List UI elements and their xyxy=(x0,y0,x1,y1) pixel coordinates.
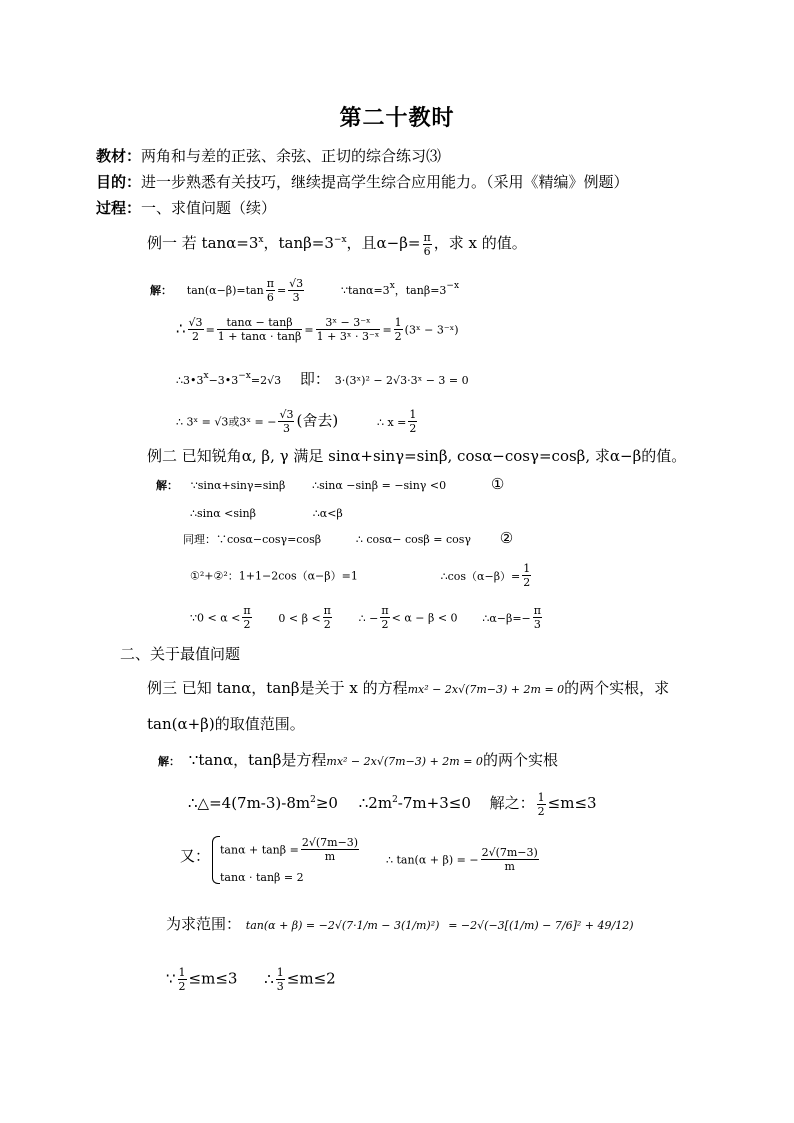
ex2-line2 xyxy=(190,502,343,524)
discriminant-line xyxy=(188,790,597,818)
sys2: tanα · tanβ = 2 xyxy=(220,871,304,884)
ex1-sup-d: −x xyxy=(333,235,347,245)
s3-e: 3·(3ˣ)² − 2√3·3ˣ − 3 = 0 xyxy=(334,374,469,387)
frac-num: 1 xyxy=(523,562,531,575)
frac-num: √3 xyxy=(188,316,203,329)
frac-den: 2 xyxy=(394,330,402,343)
ex1-solution-line4 xyxy=(176,408,419,435)
ex3-a: 例三 已知 tanα，tanβ是关于 x 的方程 xyxy=(147,679,408,697)
fin-d: ≤m≤2 xyxy=(286,969,336,988)
ex1-sup-b: x xyxy=(258,235,264,245)
material-label: 教材： xyxy=(96,147,142,165)
range-line xyxy=(166,914,634,936)
s4-b: (舍去) xyxy=(296,411,339,430)
l5-frac1 xyxy=(242,604,251,631)
s3-b-sup: −x xyxy=(238,371,251,381)
d-frac xyxy=(537,791,546,818)
sol-a: ∵tanα，tanβ是方程 xyxy=(188,751,327,769)
l5-d: < α − β < 0 xyxy=(391,611,458,625)
frac-num: π xyxy=(266,276,274,290)
process-text: 一、求值问题（续） xyxy=(141,199,277,217)
s3-c: =2√3 xyxy=(250,374,282,387)
frac-num: √3 xyxy=(289,276,304,290)
frac-den: 2 xyxy=(523,576,531,589)
ex1-solution-line2 xyxy=(176,316,459,343)
l5-frac2 xyxy=(323,604,332,631)
goal-line xyxy=(96,172,629,192)
l5-a: ∵0 < α < xyxy=(190,611,241,625)
ex2-line4 xyxy=(190,562,533,589)
frac-den: 3 xyxy=(282,422,290,435)
system-brace xyxy=(212,836,220,884)
s2-frac1 xyxy=(188,316,204,343)
d-c-sup: 2 xyxy=(392,795,398,805)
system-line2 xyxy=(220,866,304,888)
s3-b: −3•3 xyxy=(208,374,239,387)
frac-num: tanα − tanβ xyxy=(217,316,303,330)
frac-num: π xyxy=(323,604,331,617)
d-b: ≥0 xyxy=(315,794,338,812)
s4-a: ∴ 3ˣ = √3或3ˣ = − xyxy=(176,415,277,429)
example1-problem xyxy=(147,230,527,258)
frac-num: 1 xyxy=(394,316,402,329)
fin-c: ∴ xyxy=(264,969,274,988)
l3-b: ∴ cosα− cosβ = cosγ xyxy=(355,533,471,546)
frac-num: 2√(7m−3) xyxy=(481,846,538,859)
frac-den: 3 xyxy=(533,618,541,631)
l4-frac xyxy=(522,562,531,589)
eq: = xyxy=(205,323,215,337)
s1-d: ，tanβ=3 xyxy=(394,284,447,297)
frac-num: π xyxy=(243,604,251,617)
frac-num: 1 xyxy=(276,966,284,979)
example3-problem xyxy=(147,678,669,700)
frac-num: 2√(7m−3) xyxy=(301,836,359,849)
l3-a: 同理：∵cosα−cosγ=cosβ xyxy=(183,533,322,546)
ex2-line1 xyxy=(156,474,504,496)
frac-den: m xyxy=(324,850,336,863)
l5-frac4 xyxy=(533,604,542,631)
l4-a: ①²+②²：1+1−2cos（α−β）=1 xyxy=(190,569,358,583)
l5-frac3 xyxy=(380,604,389,631)
system-line1 xyxy=(220,836,361,863)
s2-frac2 xyxy=(217,316,303,343)
s4-c: ∴ x = xyxy=(376,415,407,429)
d-d: -7m+3≤0 xyxy=(397,794,471,812)
frac-den: 2 xyxy=(323,618,331,631)
solution-label: 解： xyxy=(150,284,172,297)
ex2-line3 xyxy=(183,528,513,550)
frac-num: 3ˣ − 3⁻ˣ xyxy=(316,316,381,330)
fin-frac2 xyxy=(276,966,285,993)
s1-c-sup: x xyxy=(389,281,395,291)
process-line xyxy=(96,198,276,218)
s2-frac3 xyxy=(316,316,381,343)
s1-b: = xyxy=(276,284,287,297)
frac-num: 1 xyxy=(178,966,186,979)
sol-b: 的两个实根 xyxy=(482,751,558,769)
l5-b: 0 < β < xyxy=(278,611,321,625)
fin-frac xyxy=(178,966,187,993)
tan-frac xyxy=(481,846,539,873)
fin-a: ∵ xyxy=(166,969,176,988)
d-c: ∴2m xyxy=(358,794,393,812)
ex2-line5 xyxy=(190,604,544,631)
ex1-solution-line3 xyxy=(176,366,469,391)
frac-den: 3 xyxy=(276,980,284,993)
range-label: 为求范围： xyxy=(166,915,242,933)
d-sup: 2 xyxy=(310,795,316,805)
s1-c: ∵tanα=3 xyxy=(340,284,390,297)
s1-frac2 xyxy=(288,277,304,304)
fin-b: ≤m≤3 xyxy=(188,969,238,988)
frac-den: 2 xyxy=(192,330,200,343)
circled-one: ① xyxy=(490,475,505,493)
range-expr2: = −2√(−3[(1/m) − 7/6]² + 49/12) xyxy=(448,919,634,932)
d-f: ≤m≤3 xyxy=(547,794,597,812)
s2-frac4 xyxy=(394,316,403,343)
frac-den: m xyxy=(504,860,515,873)
frac-num: 1 xyxy=(537,790,545,804)
frac-den: 1 + tanα · tanβ xyxy=(217,330,302,343)
ex1-text-f: ，求 x 的值。 xyxy=(433,234,527,252)
material-line xyxy=(96,146,441,166)
s1-frac xyxy=(266,277,275,304)
ex1-solution-line1 xyxy=(150,276,459,304)
eq: = xyxy=(304,323,314,337)
circled-two: ② xyxy=(499,529,514,547)
d-a: ∴△=4(7m-3)-8m xyxy=(188,794,311,812)
tan-sum-line xyxy=(386,846,541,873)
frac-den: 6 xyxy=(423,244,431,258)
eq: = xyxy=(382,323,392,337)
frac-den: 2 xyxy=(537,804,545,818)
frac-den: 1 + 3ˣ · 3⁻ˣ xyxy=(316,330,380,343)
frac-den: 2 xyxy=(243,618,251,631)
ex1-text-c: ，tanβ=3 xyxy=(263,234,334,252)
solution-label: 解： xyxy=(158,755,180,768)
frac-num: √3 xyxy=(279,408,294,421)
goal-label: 目的： xyxy=(96,173,142,191)
frac-num: π xyxy=(381,604,389,617)
d-e: 解之： xyxy=(489,794,535,812)
ex1-text-a: 例一 若 tanα=3 xyxy=(147,234,259,252)
sol-equation: mx² − 2x√(7m−3) + 2m = 0 xyxy=(326,755,483,768)
solution-label: 解： xyxy=(156,479,178,492)
frac-den: 6 xyxy=(266,290,274,304)
range-expr1: tan(α + β) = −2√(7·1/m − 3(1/m)²) xyxy=(245,919,440,932)
frac-num: π xyxy=(533,604,541,617)
sys1-a: tanα + tanβ = xyxy=(220,843,299,857)
l2-a: ∴sinα <sinβ xyxy=(190,507,256,520)
s4-frac xyxy=(278,408,294,435)
ex3-b: 的两个实根，求 xyxy=(564,679,670,697)
example3-problem-line2: tan(α+β)的取值范围。 xyxy=(147,715,305,733)
sys1-frac xyxy=(301,836,359,863)
frac-den: 2 xyxy=(409,422,417,435)
s1-a: tan(α−β)=tan xyxy=(186,284,264,297)
goal-text: 进一步熟悉有关技巧，继续提高学生综合应用能力。（采用《精编》例题） xyxy=(141,173,629,191)
frac-num: π xyxy=(423,230,431,244)
process-label: 过程： xyxy=(96,199,142,217)
you-label: 又： xyxy=(180,847,211,865)
frac-den: 2 xyxy=(381,618,389,631)
ex3-solution-line1 xyxy=(158,750,558,772)
page-title: 第二十教时 xyxy=(339,105,455,131)
ex1-frac xyxy=(423,231,432,258)
s3-d: 即： xyxy=(299,370,330,388)
ex1-text-e: ，且α−β= xyxy=(346,234,421,252)
s1-d-sup: −x xyxy=(446,281,460,291)
l5-e: ∴α−β=− xyxy=(482,611,531,625)
s3-a-sup: x xyxy=(203,371,209,381)
s2-tail: (3ˣ − 3⁻ˣ) xyxy=(404,323,459,337)
example2-problem: 例二 已知锐角α, β, γ 满足 sinα+sinγ=sinβ, cosα−cosγ=cosβ, 求α−β的值。 xyxy=(147,447,687,465)
final-line xyxy=(166,966,336,993)
ex3-equation: mx² − 2x√(7m−3) + 2m = 0 xyxy=(407,683,565,696)
l5-c: ∴ − xyxy=(358,611,379,625)
l1-b: ∴sinα −sinβ = −sinγ <0 xyxy=(312,479,447,492)
tan-a: ∴ tan(α + β) = − xyxy=(386,853,479,867)
material-text: 两角和与差的正弦、余弦、正切的综合练习⑶ xyxy=(141,147,442,165)
l1-a: ∵sinα+sinγ=sinβ xyxy=(190,479,286,492)
s4-frac2 xyxy=(408,408,417,435)
s2-a: ∴ xyxy=(176,319,186,338)
frac-den: 3 xyxy=(292,290,300,304)
l4-b: ∴cos（α−β）= xyxy=(440,569,521,583)
frac-num: 1 xyxy=(409,408,417,421)
l2-b: ∴α<β xyxy=(312,507,343,520)
section2-heading: 二、关于最值问题 xyxy=(120,645,241,663)
frac-den: 2 xyxy=(178,980,186,993)
s3-a: ∴3•3 xyxy=(176,374,204,387)
